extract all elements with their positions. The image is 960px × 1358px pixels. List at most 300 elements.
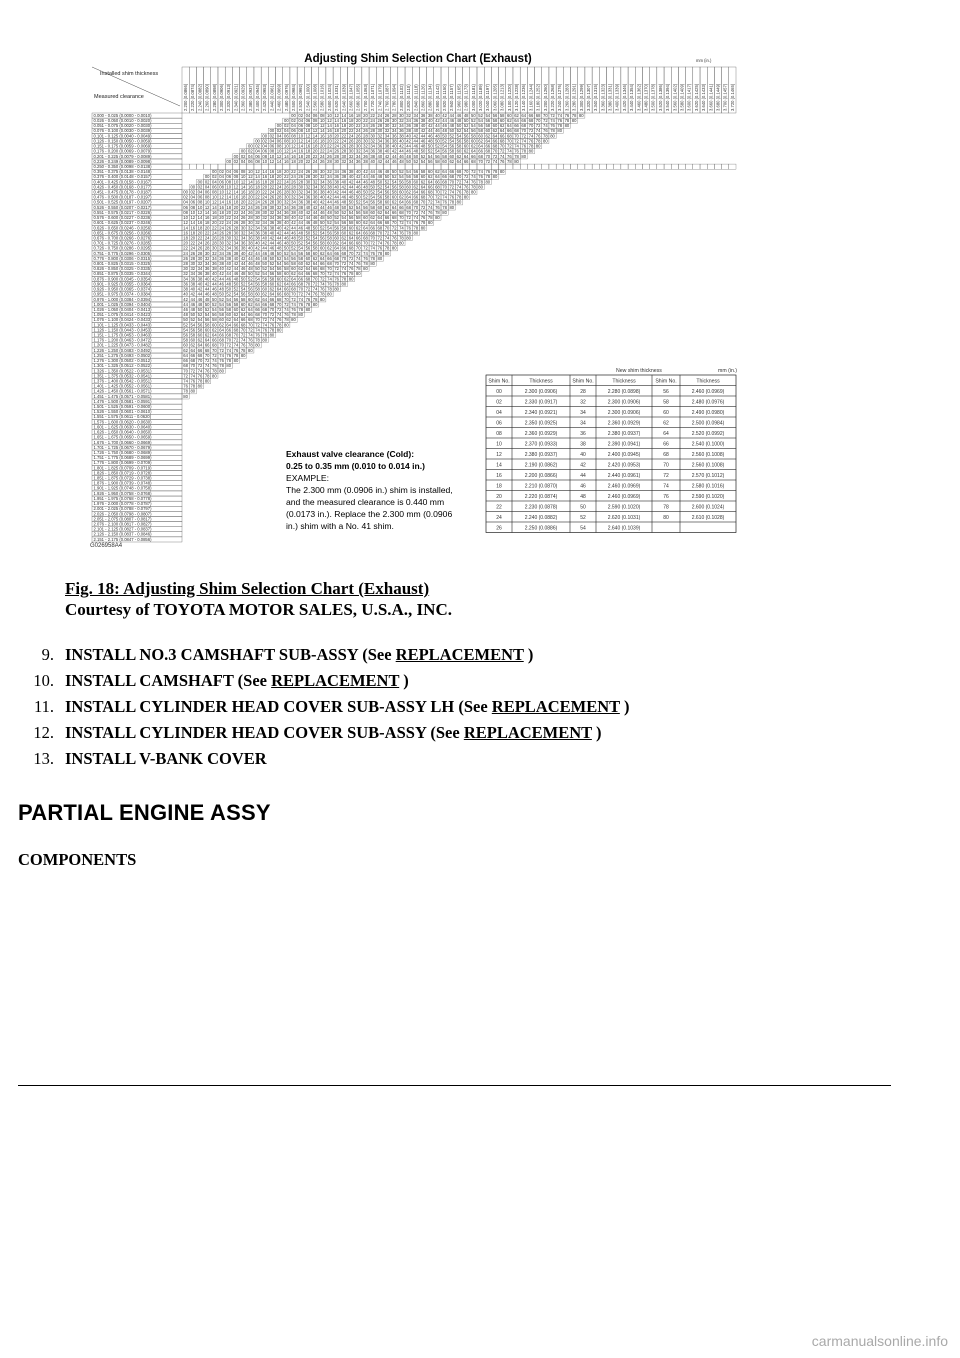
- shim-number: 76: [348, 266, 354, 272]
- shim-number: 12: [291, 143, 296, 149]
- shim-number: 78: [492, 169, 498, 175]
- shim-number: 60: [463, 143, 469, 149]
- shim-number: 64: [276, 286, 282, 292]
- shim-number: 60: [499, 118, 505, 124]
- shim-number: 46: [240, 266, 246, 272]
- shim-number: 64: [319, 255, 325, 261]
- replacement-link[interactable]: REPLACEMENT: [463, 723, 592, 742]
- shim-number: 16: [334, 123, 340, 129]
- shim-number: 76: [391, 235, 397, 241]
- shim-number: 76: [399, 230, 404, 236]
- installed-thickness-label: 2.260 (0.0890): [204, 83, 210, 111]
- measured-clearance-label: 1.401 - 1.425 (0.0552 - 0.0561): [93, 383, 152, 389]
- shim-number: 54: [262, 271, 268, 277]
- shim-number: 76: [406, 225, 411, 231]
- shim-number: 76: [550, 123, 555, 129]
- shim-number: 40: [255, 240, 260, 246]
- shim-number: 12: [298, 138, 304, 144]
- chart-unit-note: mm (in.): [696, 58, 712, 63]
- shim-number: 48: [248, 266, 253, 272]
- shim-number: 54: [377, 189, 383, 195]
- shim-number: 44: [190, 296, 196, 302]
- shim-number: 14: [291, 148, 296, 154]
- measured-clearance-label: 0.101 - 0.125 (0.0040 - 0.0049): [93, 133, 152, 139]
- shim-number: 50: [341, 204, 347, 210]
- shim-number: 68: [204, 347, 210, 353]
- shim-number: 80: [456, 199, 462, 205]
- shim-number: 24: [327, 148, 332, 154]
- shim-number: 56: [435, 153, 440, 159]
- shim-number: 58: [298, 255, 304, 261]
- shim-number: 76: [233, 347, 239, 353]
- measured-clearance-label: 1.801 - 1.825 (0.0709 - 0.0719): [93, 465, 152, 471]
- new-shim-table-value: 68: [663, 452, 669, 458]
- shim-number: 50: [283, 245, 289, 251]
- shim-number: 56: [298, 250, 304, 256]
- shim-number: 10: [319, 118, 325, 124]
- shim-number: 70: [212, 347, 217, 353]
- chart-cell: [707, 164, 714, 169]
- shim-number: 52: [319, 225, 325, 231]
- shim-number: 34: [219, 250, 224, 256]
- shim-number: 42: [327, 194, 332, 200]
- shim-number: 34: [391, 128, 397, 134]
- shim-number: 30: [183, 266, 188, 272]
- new-shim-table-value: 2.330 (0.0917): [524, 399, 558, 406]
- shim-number: 04: [212, 179, 217, 185]
- shim-number: 36: [248, 235, 253, 241]
- measured-clearance-label: 0.201 - 0.225 (0.0079 - 0.0089): [93, 153, 152, 159]
- shim-number: 34: [305, 189, 311, 195]
- shim-number: 34: [363, 148, 368, 154]
- shim-number: 52: [384, 179, 390, 185]
- shim-number: 60: [507, 112, 512, 118]
- shim-number: 70: [535, 118, 541, 124]
- shim-number: 22: [233, 209, 239, 215]
- shim-number: 68: [283, 291, 289, 297]
- shim-number: 14: [233, 189, 239, 195]
- shim-number: 58: [492, 118, 498, 124]
- shim-number: 20: [276, 174, 282, 180]
- shim-number: 66: [391, 209, 397, 215]
- shim-number: 08: [240, 169, 246, 175]
- shim-number: 52: [348, 204, 354, 210]
- shim-number: 20: [233, 204, 239, 210]
- shim-number: 62: [305, 261, 311, 267]
- shim-number: 68: [399, 209, 404, 215]
- shim-number: 62: [463, 148, 469, 154]
- shim-number: 38: [240, 245, 246, 251]
- shim-number: 56: [190, 327, 196, 333]
- installed-thickness-label: 3.040 (0.1197): [485, 84, 491, 111]
- shim-number: 44: [334, 194, 340, 200]
- shim-number: 74: [456, 184, 462, 190]
- shim-number: 50: [233, 281, 239, 287]
- shim-number: 30: [276, 199, 282, 205]
- replacement-link[interactable]: REPLACEMENT: [491, 697, 620, 716]
- shim-number: 26: [233, 220, 239, 226]
- shim-number: 68: [435, 184, 440, 190]
- shim-number: 52: [283, 250, 289, 256]
- shim-number: 26: [327, 153, 332, 159]
- shim-number: 48: [212, 291, 217, 297]
- shim-number: 38: [276, 220, 282, 226]
- measured-clearance-label: 0.676 - 0.700 (0.0266 - 0.0276): [93, 235, 152, 241]
- shim-number: 64: [485, 138, 491, 144]
- shim-number: 76: [283, 312, 289, 318]
- new-shim-table-value: 2.380 (0.0937): [524, 452, 558, 458]
- shim-number: 46: [427, 133, 433, 139]
- new-shim-table-value: 56: [663, 389, 669, 395]
- shim-number: 48: [399, 158, 404, 164]
- new-shim-table-value: 22: [496, 504, 502, 511]
- shim-number: 48: [370, 179, 375, 185]
- shim-number: 28: [212, 240, 217, 246]
- shim-number: 36: [226, 250, 232, 256]
- shim-number: 62: [478, 138, 483, 144]
- measured-clearance-label: 1.326 - 1.350 (0.0522 - 0.0531): [93, 368, 152, 374]
- site-watermark: carmanualsonline.info: [811, 1333, 948, 1349]
- shim-number: 10: [240, 174, 246, 180]
- shim-number: 80: [348, 276, 354, 282]
- new-shim-table-value: 2.600 (0.1024): [691, 504, 725, 511]
- shim-number: 68: [492, 143, 498, 149]
- shim-number: 48: [456, 118, 462, 124]
- shim-number: 36: [183, 281, 188, 287]
- shim-number: 22: [262, 189, 268, 195]
- shim-number: 62: [183, 347, 188, 353]
- shim-number: 62: [377, 209, 383, 215]
- shim-number: 18: [262, 179, 268, 185]
- chart-cell: [196, 164, 203, 169]
- shim-number: 46: [248, 261, 253, 267]
- shim-number: 16: [262, 174, 268, 180]
- shim-number: 10: [305, 128, 311, 134]
- replacement-link[interactable]: REPLACEMENT: [271, 671, 400, 690]
- installed-thickness-label: 3.180 (0.1252): [535, 83, 541, 111]
- shim-number: 26: [255, 204, 260, 210]
- installed-thickness-label: 2.960 (0.1165): [456, 84, 462, 111]
- shim-number: 26: [334, 148, 340, 154]
- new-shim-table-value: 50: [580, 504, 586, 511]
- shim-number: 38: [248, 240, 253, 246]
- shim-number: 24: [269, 189, 275, 195]
- shim-number: 46: [442, 123, 447, 129]
- shim-number: 62: [435, 169, 440, 175]
- new-shim-table-value: 2.340 (0.0921): [524, 410, 558, 416]
- shim-number: 78: [269, 327, 275, 333]
- shim-number: 06: [212, 184, 217, 190]
- shim-number: 54: [298, 245, 304, 251]
- shim-number: 16: [204, 215, 210, 221]
- shim-number: 50: [204, 301, 210, 307]
- shim-number: 60: [370, 209, 375, 215]
- chart-cell: [599, 164, 606, 169]
- shim-number: 80: [226, 363, 232, 369]
- shim-number: 60: [319, 245, 325, 251]
- shim-number: 72: [499, 148, 505, 154]
- shim-number: 62: [240, 306, 246, 312]
- replacement-link[interactable]: REPLACEMENT: [395, 645, 524, 664]
- shim-number: 80: [478, 184, 483, 190]
- measured-clearance-label: 1.351 - 1.375 (0.0532 - 0.0541): [93, 373, 152, 379]
- shim-number: 34: [370, 143, 375, 149]
- shim-number: 72: [492, 153, 498, 159]
- shim-number: 22: [204, 230, 210, 236]
- shim-number: 54: [327, 225, 332, 231]
- shim-number: 54: [427, 153, 433, 159]
- installed-thickness-label: 2.280 (0.0898): [211, 83, 217, 111]
- shim-number: 04: [204, 184, 210, 190]
- shim-number: 72: [535, 123, 541, 129]
- shim-number: 30: [190, 261, 196, 267]
- shim-number: 32: [190, 266, 196, 272]
- shim-number: 24: [370, 118, 375, 124]
- chart-cell: [542, 164, 549, 169]
- shim-number: 62: [262, 291, 268, 297]
- measured-clearance-label: 0.901 - 0.925 (0.0355 - 0.0364): [93, 281, 152, 287]
- shim-number: 36: [384, 138, 390, 144]
- shim-number: 24: [226, 220, 232, 226]
- shim-number: 66: [291, 281, 296, 287]
- shim-number: 46: [233, 271, 239, 277]
- shim-number: 76: [248, 337, 253, 343]
- shim-number: 46: [283, 235, 289, 241]
- shim-number: 00: [204, 174, 210, 180]
- shim-number: 76: [305, 296, 311, 302]
- shim-number: 60: [248, 296, 253, 302]
- shim-number: 66: [377, 220, 383, 226]
- shim-number: 64: [348, 235, 354, 241]
- shim-number: 80: [521, 153, 527, 159]
- installed-thickness-label: 2.720 (0.1071): [370, 83, 376, 111]
- shim-number: 78: [564, 118, 570, 124]
- shim-number: 44: [319, 204, 325, 210]
- chart-cell: [621, 164, 628, 169]
- shim-number: 72: [305, 286, 311, 292]
- shim-number: 72: [197, 363, 203, 369]
- shim-number: 04: [240, 158, 246, 164]
- new-shim-table-value: 48: [580, 494, 586, 500]
- shim-number: 48: [442, 128, 447, 134]
- shim-number: 30: [219, 240, 224, 246]
- shim-number: 40: [427, 118, 433, 124]
- shim-number: 04: [298, 118, 304, 124]
- shim-number: 64: [240, 312, 246, 318]
- shim-number: 16: [248, 184, 253, 190]
- shim-number: 68: [507, 133, 512, 139]
- shim-number: 60: [485, 128, 491, 134]
- shim-number: 26: [377, 118, 383, 124]
- shim-number: 40: [291, 215, 296, 221]
- measured-clearance-label: 2.101 - 2.125 (0.0827 - 0.0837): [93, 526, 152, 532]
- shim-number: 68: [471, 158, 476, 164]
- shim-number: 80: [197, 383, 203, 389]
- shim-number: 14: [334, 118, 340, 124]
- installed-thickness-label: 3.020 (0.1189): [478, 84, 484, 111]
- shim-number: 70: [399, 215, 404, 221]
- shim-number: 40: [190, 286, 196, 292]
- measured-clearance-label: 0.826 - 0.850 (0.0325 - 0.0335): [93, 266, 152, 272]
- shim-number: 02: [276, 128, 282, 134]
- shim-number: 72: [269, 312, 275, 318]
- shim-number: 80: [406, 235, 411, 241]
- shim-number: 48: [420, 143, 426, 149]
- shim-number: 48: [363, 184, 368, 190]
- chart-cell: [722, 164, 729, 169]
- shim-number: 56: [384, 189, 390, 195]
- installed-thickness-label: 2.820 (0.1110): [406, 84, 412, 111]
- installed-thickness-label: 2.300 (0.0906): [219, 83, 225, 111]
- shim-number: 72: [262, 317, 268, 323]
- shim-number: 12: [197, 209, 203, 215]
- shim-number: 68: [298, 281, 304, 287]
- shim-number: 68: [521, 123, 527, 129]
- shim-number: 10: [276, 148, 282, 154]
- shim-number: 76: [557, 118, 563, 124]
- shim-number: 14: [183, 225, 188, 231]
- shim-number: 62: [212, 327, 217, 333]
- installed-thickness-label: 2.660 (0.1047): [348, 83, 354, 111]
- shim-number: 06: [255, 153, 260, 159]
- shim-number: 06: [183, 204, 188, 210]
- shim-number: 50: [420, 148, 426, 154]
- shim-number: 12: [255, 169, 260, 175]
- shim-number: 16: [305, 143, 311, 149]
- chart-corner-header: [92, 67, 180, 106]
- shim-number: 46: [449, 118, 455, 124]
- measured-clearance-label: 1.651 - 1.675 (0.0650 - 0.0659): [93, 434, 152, 440]
- shim-number: 76: [276, 317, 282, 323]
- installed-thickness-label: 3.280 (0.1291): [571, 83, 577, 111]
- shim-number: 32: [269, 209, 275, 215]
- shim-number: 64: [291, 276, 296, 282]
- note-line-5: and the measured clearance is 0.440 mm: [286, 497, 445, 507]
- shim-number: 68: [197, 352, 203, 358]
- shim-number: 22: [283, 174, 289, 180]
- shim-number: 58: [204, 322, 210, 328]
- shim-number: 52: [413, 158, 419, 164]
- shim-number: 18: [219, 209, 224, 215]
- shim-number: 72: [391, 225, 397, 231]
- installed-thickness-label: 2.320 (0.0913): [226, 83, 232, 111]
- shim-number: 32: [276, 204, 282, 210]
- shim-number: 54: [312, 235, 318, 241]
- shim-number: 74: [463, 179, 469, 185]
- shim-number: 80: [377, 255, 383, 261]
- shim-number: 46: [327, 204, 332, 210]
- shim-number: 60: [471, 138, 476, 144]
- shim-number: 68: [305, 276, 311, 282]
- measured-clearance-label: 1.826 - 1.850 (0.0719 - 0.0728): [93, 470, 152, 476]
- shim-number: 14: [204, 209, 210, 215]
- measured-clearance-label: 1.276 - 1.300 (0.0502 - 0.0512): [93, 358, 152, 364]
- shim-number: 80: [427, 220, 433, 226]
- shim-number: 60: [183, 342, 188, 348]
- shim-number: 74: [262, 322, 268, 328]
- shim-number: 76: [442, 199, 447, 205]
- shim-number: 74: [248, 332, 253, 338]
- shim-number: 80: [571, 118, 577, 124]
- new-shim-table-value: 2.540 (0.1000): [691, 441, 725, 448]
- installed-thickness-label: 2.860 (0.1126): [420, 84, 426, 111]
- shim-number: 66: [283, 286, 289, 292]
- shim-number: 26: [240, 215, 246, 221]
- installed-thickness-label: 3.400 (0.1339): [614, 83, 620, 111]
- new-shim-table-value: 04: [496, 410, 502, 416]
- shim-number: 14: [298, 143, 304, 149]
- shim-number: 58: [377, 199, 383, 205]
- shim-number: 20: [355, 118, 361, 124]
- installed-thickness-label: 3.080 (0.1213): [499, 83, 505, 111]
- shim-number: 08: [262, 153, 268, 159]
- shim-number: 64: [377, 215, 383, 221]
- shim-number: 34: [298, 194, 304, 200]
- shim-number: 38: [427, 112, 433, 118]
- shim-number: 24: [197, 240, 203, 246]
- shim-number: 50: [463, 118, 469, 124]
- shim-number: 18: [334, 128, 340, 134]
- shim-number: 74: [521, 138, 527, 144]
- shim-number: 66: [420, 189, 426, 195]
- shim-number: 78: [204, 373, 210, 379]
- shim-number: 62: [391, 199, 397, 205]
- shim-number: 04: [255, 148, 260, 154]
- shim-number: 10: [183, 215, 188, 221]
- installed-thickness-label: 3.620 (0.1425): [693, 83, 699, 111]
- new-shim-table-value: 2.610 (0.1028): [691, 515, 725, 521]
- shim-number: 70: [319, 271, 325, 277]
- shim-number: 46: [197, 296, 203, 302]
- shim-number: 16: [269, 169, 275, 175]
- new-shim-table-value: 18: [496, 483, 502, 490]
- shim-number: 78: [197, 378, 203, 384]
- measured-clearance-label: 1.551 - 1.575 (0.0611 - 0.0620): [93, 414, 152, 420]
- shim-number: 52: [183, 322, 188, 328]
- shim-number: 76: [535, 133, 541, 139]
- shim-number: 54: [219, 301, 224, 307]
- new-shim-table-value: 2.460 (0.0969): [607, 483, 641, 490]
- shim-number: 14: [255, 174, 260, 180]
- new-shim-table-value: 2.490 (0.0980): [691, 410, 725, 416]
- shim-number: 30: [391, 118, 397, 124]
- new-shim-table-value: 2.280 (0.0898): [607, 389, 641, 395]
- shim-number: 44: [341, 189, 347, 195]
- shim-number: 58: [420, 169, 426, 175]
- shim-number: 42: [226, 266, 232, 272]
- shim-number: 70: [183, 368, 188, 374]
- new-shim-table-value: 60: [663, 410, 669, 416]
- shim-number: 02: [190, 189, 196, 195]
- shim-number: 10: [233, 179, 239, 185]
- shim-number: 36: [363, 153, 368, 159]
- shim-number: 58: [334, 230, 340, 236]
- shim-number: 80: [190, 388, 196, 394]
- shim-number: 44: [255, 250, 260, 256]
- shim-number: 78: [557, 123, 563, 129]
- shim-number: 26: [384, 112, 390, 118]
- installed-thickness-label: 2.200 (0.0866): [183, 83, 189, 111]
- shim-number: 78: [355, 266, 361, 272]
- shim-number: 56: [283, 261, 289, 267]
- shim-number: 68: [219, 337, 224, 343]
- shim-number: 74: [283, 306, 289, 312]
- shim-number: 10: [248, 169, 253, 175]
- installed-thickness-label: 3.520 (0.1386): [657, 83, 663, 111]
- shim-number: 40: [406, 133, 411, 139]
- shim-number: 40: [370, 158, 375, 164]
- shim-number: 72: [456, 179, 462, 185]
